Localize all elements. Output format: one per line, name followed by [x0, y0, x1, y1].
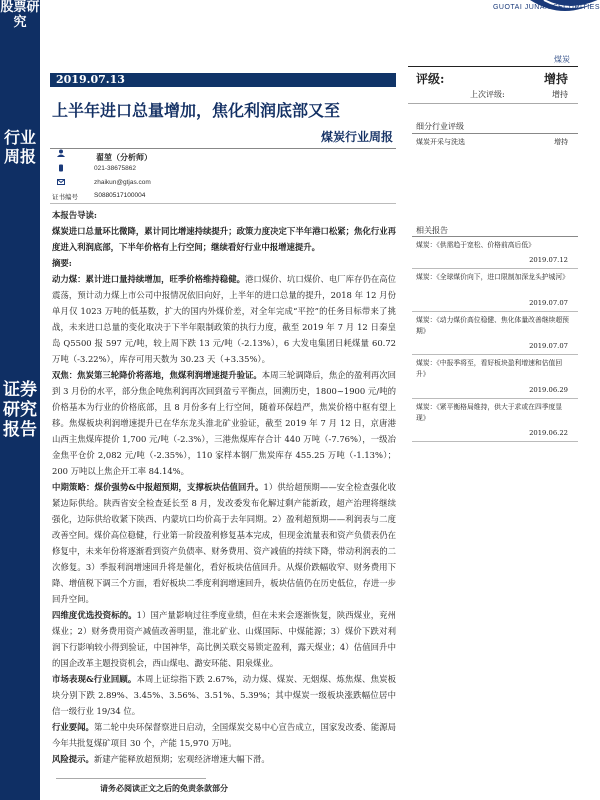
industry-tag: 煤炭 [554, 55, 570, 64]
report-date: 2019.07.13 [56, 73, 125, 86]
paragraph-text: 新建产能释放超预期；宏观经济增速大幅下滑。 [93, 754, 270, 764]
sub-industry-rating: 增持 [554, 138, 568, 146]
analyst-name: 翟堃（分析师） [96, 152, 152, 162]
company-logo-text: GUOTAI JUNAN SECURITIES [492, 4, 600, 11]
related-report-link[interactable]: 煤炭：《动力煤价高位稳健、焦化体量改善继续超预期》 [416, 316, 569, 335]
sidebar-report-type: 行业周报 [3, 128, 36, 166]
left-sidebar [0, 0, 40, 800]
divider [412, 133, 578, 134]
related-report-link[interactable]: 煤炭：《全球煤价向下，进口限制加深龙头护城河》 [416, 273, 569, 281]
paragraph-text: 本周上证综指下跌 2.67%，动力煤、煤炭、无烟煤、炼焦煤、焦炭板块分别下跌 2.89%、3.45%、3.56%、3.51%、5.39%；其中煤炭一级板块涨跌幅位居中信一级行业 19/34 位。 [52, 674, 397, 716]
related-report-date: 2019.06.22 [529, 429, 568, 437]
paragraph-midterm-strategy [52, 479, 396, 607]
paragraph-lead: 中期策略：煤价强势&中报超预期，支撑板块估值回升。 [52, 482, 264, 492]
sub-industry-name: 煤炭开采与洗选 [416, 138, 465, 146]
paragraph-lead: 行业要闻。 [52, 722, 94, 732]
sidebar-report-category: 证券研究报告 [3, 380, 37, 440]
paragraph-text: 1）供给超预期——安全检查强化收紧边际供给。陕西省安全检查延长至 8 月，发改委发布化解过剩产能新政，超产治理将继续强化，边际供给收紧下陕西、内蒙坑口均价高于去年同期。2）盈利超预期——利润表与二度改善空间。煤价高位稳健，行业第一阶段盈利修复基本完成，但现金流量表和资产负债表仍在修复中，未来年份将逐渐看到资产负债率、财务费用、资产减值的持续下降，带动利润表的二次修复。3）季报利润增速回升将是催化，看好板块估值回升。从煤价跌幅收窄、财务费用下降、增值税下调三个方面，看好板块二季度利润增速回升，板块估值仍在历史低位，存进一步回升空间。 [52, 482, 396, 604]
certificate-label: 证书编号 [52, 194, 78, 201]
paragraph-lead: 市场表现&行业回顾。 [52, 674, 137, 684]
report-body [52, 207, 396, 767]
divider [412, 354, 578, 355]
person-icon [57, 149, 65, 157]
phone-icon [57, 164, 65, 172]
certificate-number: S0880517100004 [94, 192, 146, 199]
paragraph-risk [52, 751, 396, 767]
paragraph-text: 本周三轮调降后，焦企的盈利再次回到 3 月份的水平，部分焦企吨焦利润再次回到盈亏平衡点，回溯历史，1800~1900 元/吨的价格基本为行业的价格底部，且 8 月份多有上行空间，随着环保趋严，焦炭价格中枢有望上移。焦煤板块利润增速提升已在华东龙头淮北矿业验证，截至 2019 年 7 月 12 日，京唐港山西主焦煤库提价 1,700 元/吨（-2.3%），三港焦煤库存合计 440 万吨（-7.76%），一级冶金焦平仓价 2,082 元/吨（-2.35%），110 家样本钢厂焦炭库存 455.25 万吨（-1.13%）；200 万吨以上焦企开工率 84.14%。 [52, 370, 396, 476]
paragraph-news [52, 719, 396, 751]
previous-rating-label: 上次评级: [470, 90, 505, 99]
related-report-date: 2019.07.07 [529, 299, 568, 307]
rating-value: 增持 [543, 72, 568, 86]
paragraph-market [52, 671, 396, 719]
paragraph-lead: 四维度优选投资标的。 [52, 610, 137, 620]
footer-disclaimer: 请务必阅读正文之后的免责条款部分 [100, 783, 228, 793]
footer-divider [56, 778, 206, 779]
report-subtitle: 煤炭行业周报 [320, 130, 393, 144]
related-report-link[interactable]: 煤炭：《供需趋于宽松、价格前高后低》 [416, 241, 535, 249]
mail-icon [57, 178, 65, 186]
divider [412, 268, 578, 269]
paragraph-coking [52, 367, 396, 479]
paragraph-lead: 动力煤：累计进口量持续增加，旺季价格维持稳健。 [52, 274, 245, 284]
divider [412, 441, 578, 442]
paragraph-lead: 双焦：焦炭第三轮降价将落地，焦煤利润增速提升验证。 [52, 370, 262, 380]
guide-title: 本报告导读: [52, 210, 97, 220]
sidebar-top-label: 股票研究 [0, 0, 40, 30]
divider [50, 148, 396, 149]
related-report-date: 2019.07.12 [529, 256, 568, 264]
divider [412, 236, 578, 237]
divider [412, 398, 578, 399]
analyst-phone: 021-38675862 [94, 165, 136, 172]
paragraph-thermal-coal [52, 271, 396, 367]
previous-rating-value: 增持 [552, 90, 568, 99]
related-report-date: 2019.06.29 [529, 386, 568, 394]
paragraph-picks [52, 607, 396, 671]
divider [50, 203, 396, 204]
abstract-title: 摘要: [52, 258, 72, 268]
related-report-date: 2019.07.07 [529, 342, 568, 350]
report-headline: 上半年进口总量增加，焦化利润底部又至 [52, 101, 341, 120]
related-report-link[interactable]: 煤炭：《中报季将至，看好板块盈利增速和估值回升》 [416, 359, 563, 378]
paragraph-text: 第二轮中央环保督察进日启动，全国煤炭交易中心宣告成立，国家发改委、能源局今年共批复煤矿项目 30 个，产能 15,970 万吨。 [52, 722, 396, 748]
rating-label: 评级: [416, 72, 445, 86]
paragraph-text: 港口煤价、坑口煤价、电厂库存仍在高位震荡，预计动力煤上市公司中报情况依旧向好，上半年的进口总量的提升，2018 年 12 月份单月仅 1023 万吨的低基数，扩大的国内外煤价差，对全年完成“平控”的任务目标带来了挑战，未来进口总量的变化取决于下半年限制政策的执行力度，截至 2019 年 7 月 12 日秦皇岛 Q5500 报 597 元/吨，较上周下跌 13 元/吨（-2.13%），6 大发电集团日耗煤量 60.72 万吨（-3.22%），库存可用天数为 30.23 天（+3.35%）。 [52, 274, 396, 364]
paragraph-lead: 风险提示。 [52, 754, 94, 764]
guide-text: 煤炭进口总量环比微降，累计同比增速持续提升；政策力度决定下半年港口松紧；焦化行业再度进入利润底部，下半年价格有上行空间；继续看好行业中报增速提升。 [52, 226, 396, 252]
related-reports-title: 相关报告 [416, 226, 448, 235]
sub-industry-rating-title: 细分行业评级 [416, 122, 464, 131]
paragraph-text: 1）国产量影响过往季度业绩，但在未来会逐渐恢复，陕西煤业，兖州煤业；2）财务费用资产减值改善明显，淮北矿业、山煤国际、中煤能源；3）煤价下跌对利润下行影响较小得到验证，中国神华，高比例关联交易锁定盈利，露天煤业；4）估值回升中的国企改革主题投资机会，西山煤电、潞安环能、阳泉煤业。 [52, 610, 397, 668]
related-report-link[interactable]: 煤炭：《紧平衡格局维持，供大于求或在四季度显现》 [416, 403, 563, 422]
analyst-email[interactable]: zhaikun@gtjas.com [94, 179, 151, 186]
divider [412, 311, 578, 312]
